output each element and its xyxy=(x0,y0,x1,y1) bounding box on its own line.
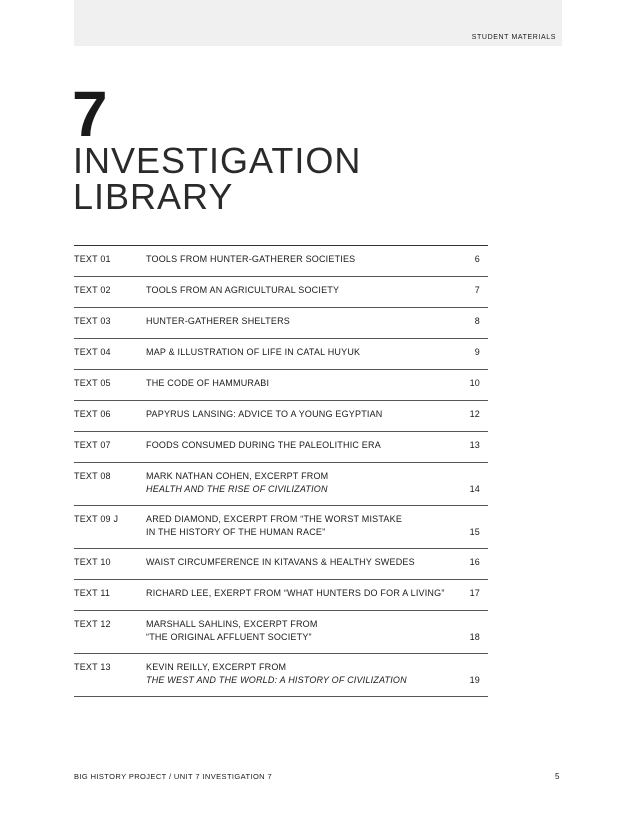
toc-title: HUNTER-GATHERER SHELTERS xyxy=(146,316,290,326)
toc-row[interactable] xyxy=(74,580,488,611)
toc-row[interactable] xyxy=(74,401,488,432)
toc-page: 17 xyxy=(469,588,480,598)
toc-page: 19 xyxy=(469,675,480,685)
chapter-number: 7 xyxy=(72,78,108,150)
toc-title: MARK NATHAN COHEN, EXCERPT FROM HEALTH AND THE RISE OF CIVILIZATION xyxy=(146,471,329,494)
toc-row[interactable] xyxy=(74,654,488,697)
footer-text: BIG HISTORY PROJECT / UNIT 7 INVESTIGATION 7 xyxy=(74,772,273,781)
toc-label: TEXT 06 xyxy=(74,409,111,419)
toc-row[interactable] xyxy=(74,549,488,580)
toc-title: MARSHALL SAHLINS, EXCERPT FROM “THE ORIGINAL AFFLUENT SOCIETY” xyxy=(146,619,318,642)
header-label: STUDENT MATERIALS xyxy=(471,34,556,41)
toc-page: 9 xyxy=(474,347,480,357)
toc-page: 10 xyxy=(469,378,480,388)
toc-page: 7 xyxy=(474,285,480,295)
toc-label: TEXT 04 xyxy=(74,347,111,357)
toc-label: TEXT 03 xyxy=(74,316,111,326)
toc-page: 13 xyxy=(469,440,480,450)
chapter-title-line1: INVESTIGATION xyxy=(73,140,362,181)
toc-page: 15 xyxy=(469,527,480,537)
toc-title: MAP & ILLUSTRATION OF LIFE IN CATAL HUYUK xyxy=(146,347,361,357)
toc-title: WAIST CIRCUMFERENCE IN KITAVANS & HEALTHY SWEDES xyxy=(146,557,415,567)
toc-label: TEXT 02 xyxy=(74,285,111,295)
toc-row[interactable] xyxy=(74,611,488,654)
toc-page: 16 xyxy=(469,557,480,567)
toc-label: TEXT 13 xyxy=(74,662,111,672)
toc-page: 6 xyxy=(474,254,480,264)
toc-page: 18 xyxy=(469,632,480,642)
toc-row[interactable] xyxy=(74,432,488,463)
toc-label: TEXT 12 xyxy=(74,619,111,629)
toc-title: KEVIN REILLY, EXCERPT FROM THE WEST AND THE WORLD: A HISTORY OF CIVILIZATION xyxy=(146,662,407,685)
toc-title: PAPYRUS LANSING: ADVICE TO A YOUNG EGYPTIAN xyxy=(146,409,383,419)
toc-label: TEXT 05 xyxy=(74,378,111,388)
toc-row[interactable] xyxy=(74,339,488,370)
toc-row[interactable] xyxy=(74,506,488,549)
toc-row[interactable] xyxy=(74,308,488,339)
toc-label: TEXT 01 xyxy=(74,254,111,264)
toc-title: RICHARD LEE, EXERPT FROM “WHAT HUNTERS DO FOR A LIVING” xyxy=(146,588,445,598)
toc-page: 12 xyxy=(469,409,480,419)
toc-row[interactable] xyxy=(74,246,488,277)
toc-label: TEXT 07 xyxy=(74,440,111,450)
toc-page: 14 xyxy=(469,484,480,494)
toc-title: TOOLS FROM HUNTER-GATHERER SOCIETIES xyxy=(146,254,356,264)
toc-title: TOOLS FROM AN AGRICULTURAL SOCIETY xyxy=(146,285,340,295)
toc-label: TEXT 11 xyxy=(74,588,111,598)
table-of-contents xyxy=(74,245,488,697)
toc-label: TEXT 09 J xyxy=(74,514,119,524)
toc-title: ARED DIAMOND, EXCERPT FROM “THE WORST MISTAKE IN THE HISTORY OF THE HUMAN RACE” xyxy=(146,514,403,537)
page-number: 5 xyxy=(555,772,560,781)
toc-title: FOODS CONSUMED DURING THE PALEOLITHIC ERA xyxy=(146,440,381,450)
chapter-title-line2: LIBRARY xyxy=(73,176,234,217)
toc-label: TEXT 10 xyxy=(74,557,111,567)
toc-row[interactable] xyxy=(74,370,488,401)
header-band xyxy=(74,0,562,46)
toc-page: 8 xyxy=(474,316,480,326)
toc-label: TEXT 08 xyxy=(74,471,111,481)
toc-row[interactable] xyxy=(74,463,488,506)
toc-row[interactable] xyxy=(74,277,488,308)
toc-title: THE CODE OF HAMMURABI xyxy=(146,378,270,388)
